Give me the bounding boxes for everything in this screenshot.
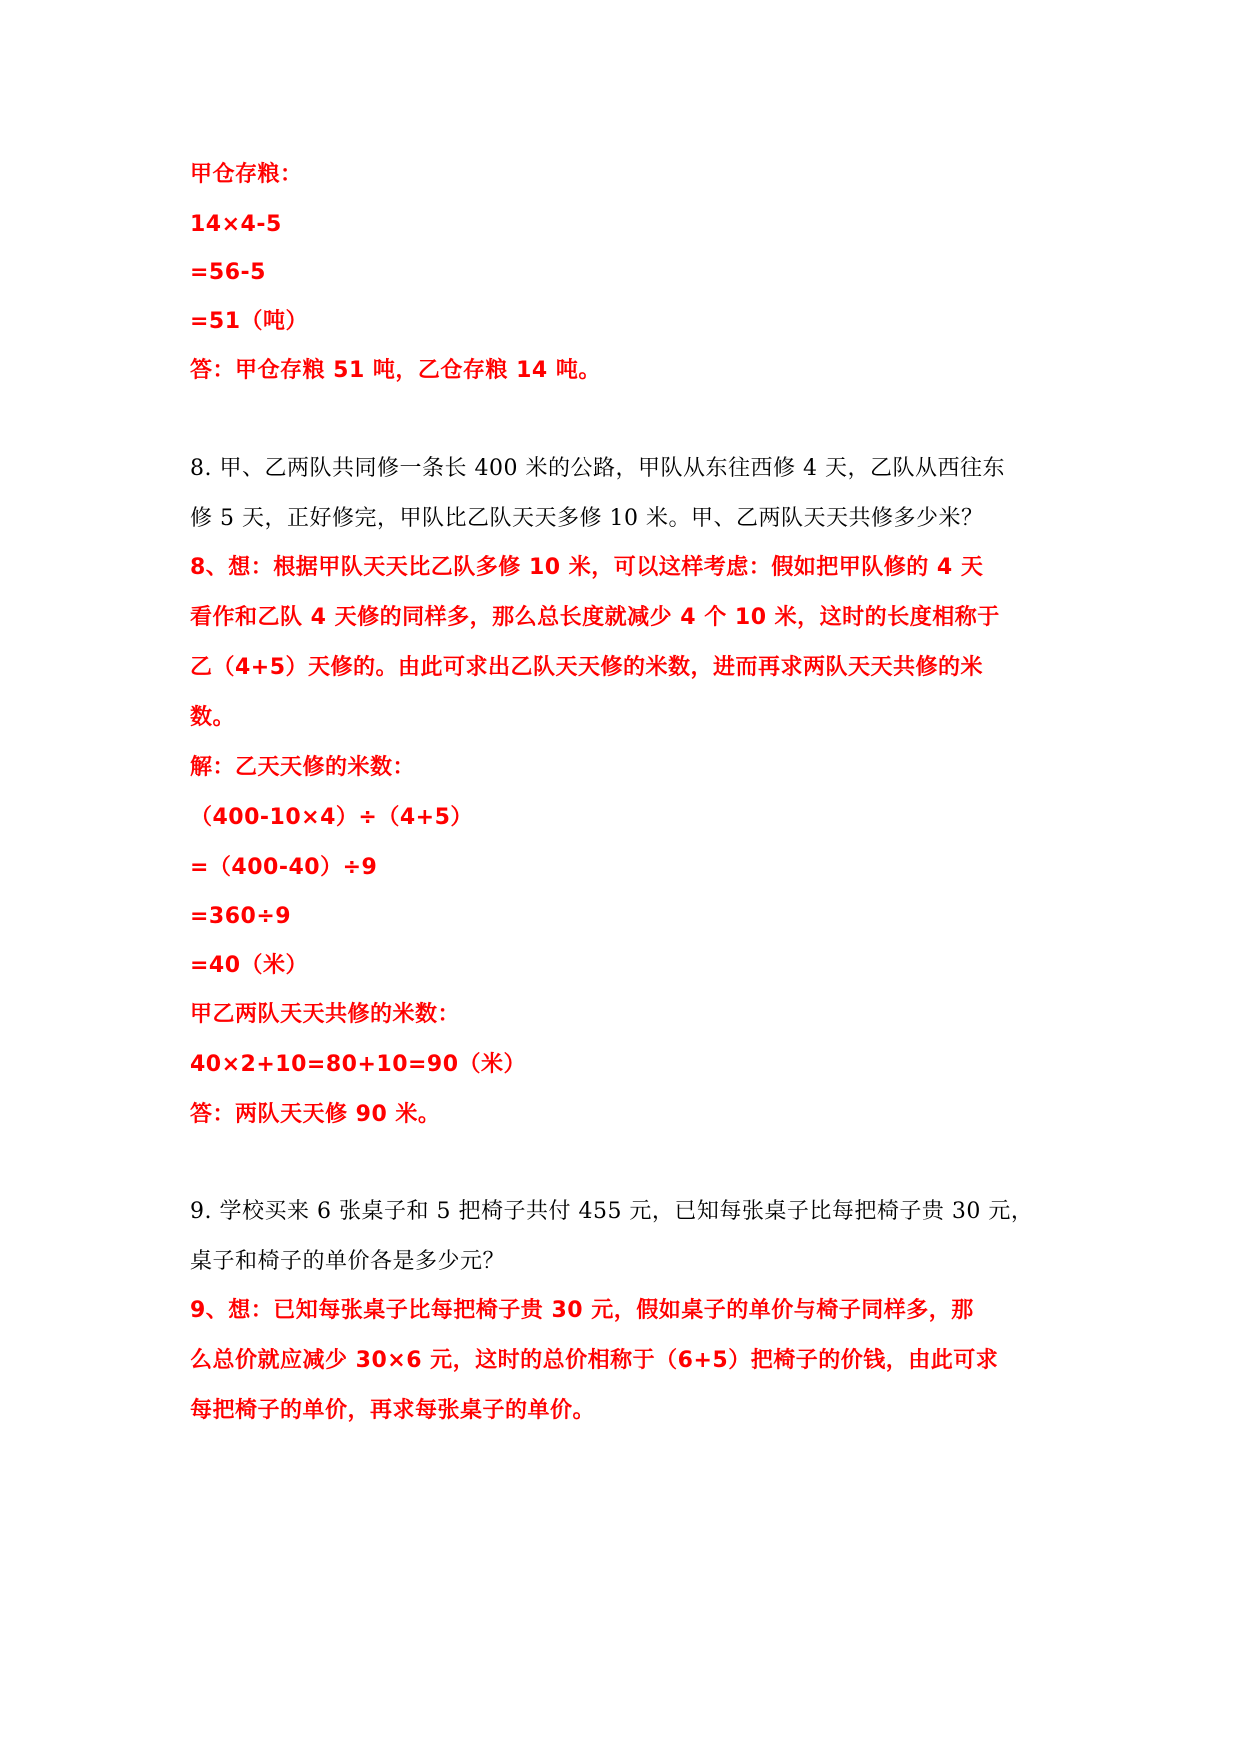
question-text: 9. 学校买来 6 张桌子和 5 把椅子共付 455 元，已知每张桌子比每把椅子贵 30 元， — [190, 1199, 1034, 1224]
solution-line: 14×4-5 — [190, 212, 282, 237]
solution-line: =40（米） — [190, 953, 309, 978]
solution-line: =360÷9 — [190, 904, 292, 929]
solution-line: =（400-40）÷9 — [190, 855, 378, 880]
solution-line: 甲仓存粮： — [190, 162, 303, 187]
solution-line: （400-10×4）÷（4+5） — [190, 805, 473, 830]
question-text: 修 5 天，正好修完，甲队比乙队天天多修 10 米。甲、乙两队天天共修多少米？ — [190, 506, 984, 531]
analysis-text: 乙（4+5）天修的。由此可求出乙队天天修的米数，进而再求两队天天共修的米 — [190, 655, 984, 680]
analysis-text: 每把椅子的单价，再求每张桌子的单价。 — [190, 1398, 596, 1423]
analysis-text: 么总价就应减少 30×6 元，这时的总价相称于（6+5）把椅子的价钱，由此可求 — [190, 1348, 999, 1373]
analysis-text: 数。 — [190, 705, 236, 730]
question-text: 桌子和椅子的单价各是多少元？ — [190, 1249, 506, 1274]
analysis-text: 9、想：已知每张桌子比每把椅子贵 30 元，假如桌子的单价与椅子同样多，那 — [190, 1298, 974, 1323]
analysis-text: 看作和乙队 4 天修的同样多，那么总长度就减少 4 个 10 米，这时的长度相称于 — [190, 605, 1000, 630]
solution-line: 甲乙两队天天共修的米数： — [190, 1002, 461, 1027]
question-text: 8. 甲、乙两队共同修一条长 400 米的公路，甲队从东往西修 4 天，乙队从西往东 — [190, 456, 1005, 481]
solution-line: =51（吨） — [190, 309, 309, 334]
analysis-text: 8、想：根据甲队天天比乙队多修 10 米，可以这样考虑：假如把甲队修的 4 天 — [190, 555, 984, 580]
answer-line: 答：两队天天修 90 米。 — [190, 1102, 441, 1127]
solution-line: =56-5 — [190, 260, 266, 285]
solution-line: 解：乙天天修的米数： — [190, 755, 416, 780]
answer-line: 答：甲仓存粮 51 吨，乙仓存粮 14 吨。 — [190, 358, 601, 383]
solution-line: 40×2+10=80+10=90（米） — [190, 1052, 527, 1077]
